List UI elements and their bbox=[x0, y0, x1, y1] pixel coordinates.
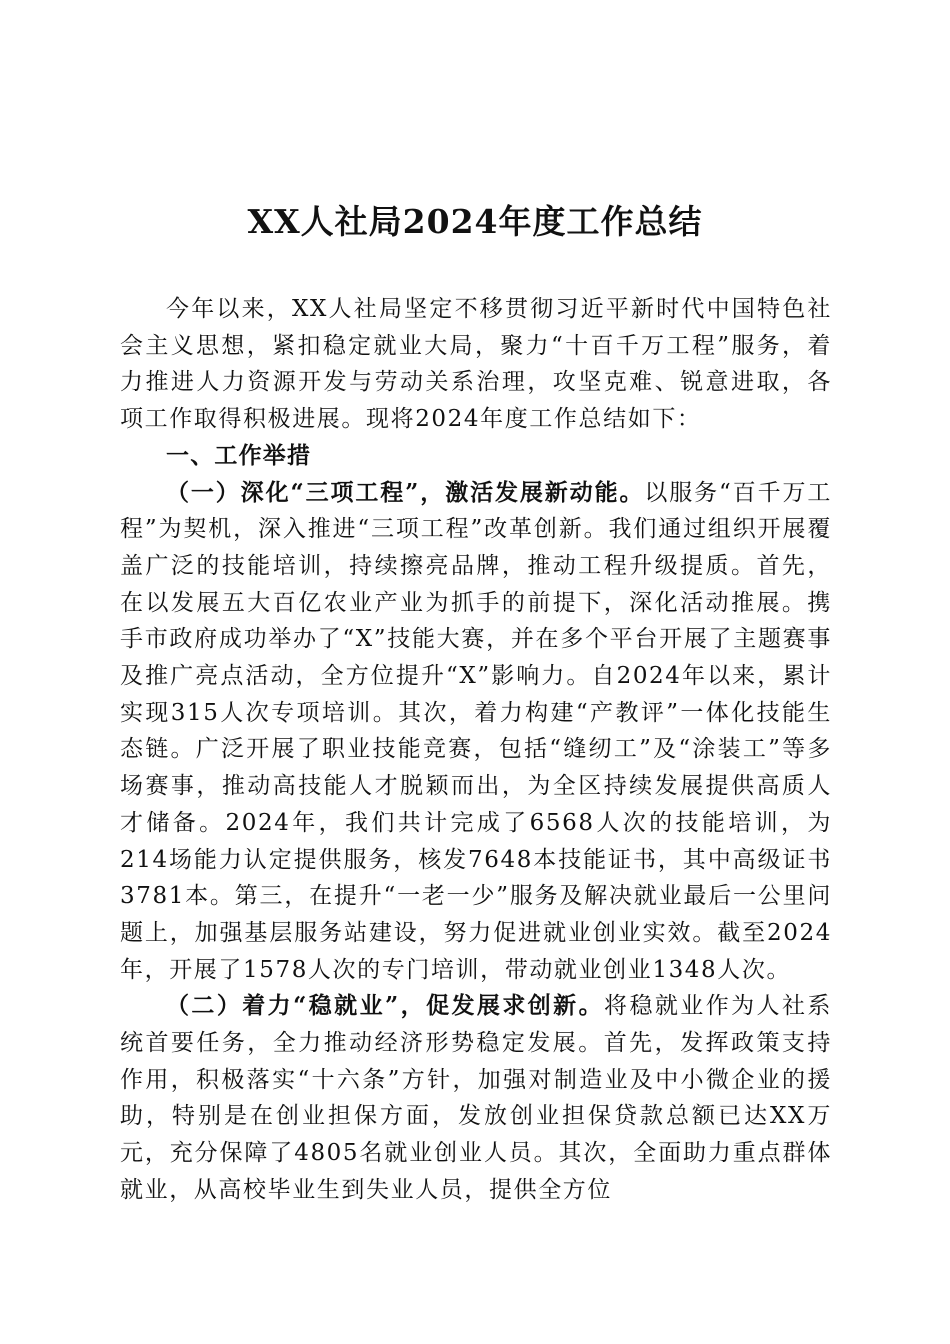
subsection-paragraph-2 bbox=[120, 988, 832, 1208]
section-heading-work-measures: 一、工作举措 bbox=[166, 442, 312, 469]
subsection-heading-2: （二）着力“稳就业”，促发展求创新。 bbox=[166, 992, 605, 1020]
subsection-body-2: 将稳就业作为人社系统首要任务，全力推动经济形势稳定发展。首先，发挥政策支持作用，积极落实“十六条”方针，加强对制造业及中小微企业的援助，特别是在创业担保方面，发放创业担保贷款总额已达XX万元，充分保障了4805名就业创业人员。其次，全面助力重点群体就业，从高校毕业生到失业人员，提供全方位 bbox=[120, 993, 832, 1203]
document-body bbox=[120, 291, 832, 1209]
subsection-paragraph-1 bbox=[120, 475, 832, 989]
intro-paragraph: 今年以来，XX人社局坚定不移贯彻习近平新时代中国特色社会主义思想，紧扣稳定就业大局，聚力“十百千万工程”服务，着力推进人力资源开发与劳动关系治理，攻坚克难、锐意进取，各项工作取得积极进展。现将2024年度工作总结如下： bbox=[120, 296, 832, 433]
subsection-heading-1: （一）深化“三项工程”，激活发展新动能。 bbox=[166, 478, 645, 506]
subsection-body-1: 以服务“百千万工程”为契机，深入推进“三项工程”改革创新。我们通过组织开展覆盖广泛的技能培训，持续擦亮品牌，推动工程升级提质。首先，在以发展五大百亿农业产业为抓手的前提下，深化活动推展。携手市政府成功举办了“X”技能大赛，并在多个平台开展了主题赛事及推广亮点活动，全方位提升“X”影响力。自2024年以来，累计实现315人次专项培训。其次，着力构建“产教评”一体化技能生态链。广泛开展了职业技能竞赛，包括“缝纫工”及“涂装工”等多场赛事，推动高技能人才脱颖而出，为全区持续发展提供高质人才储备。2024年，我们共计完成了6568人次的技能培训，为214场能力认定提供服务，核发7648本技能证书，其中高级证书3781本。第三，在提升“一老一少”服务及解决就业最后一公里问题上，加强基层服务站建设，努力促进就业创业实效。截至2024年，开展了1578人次的专门培训，带动就业创业1348人次。 bbox=[120, 479, 832, 983]
document-title: XX人社局2024年度工作总结 bbox=[247, 202, 703, 241]
